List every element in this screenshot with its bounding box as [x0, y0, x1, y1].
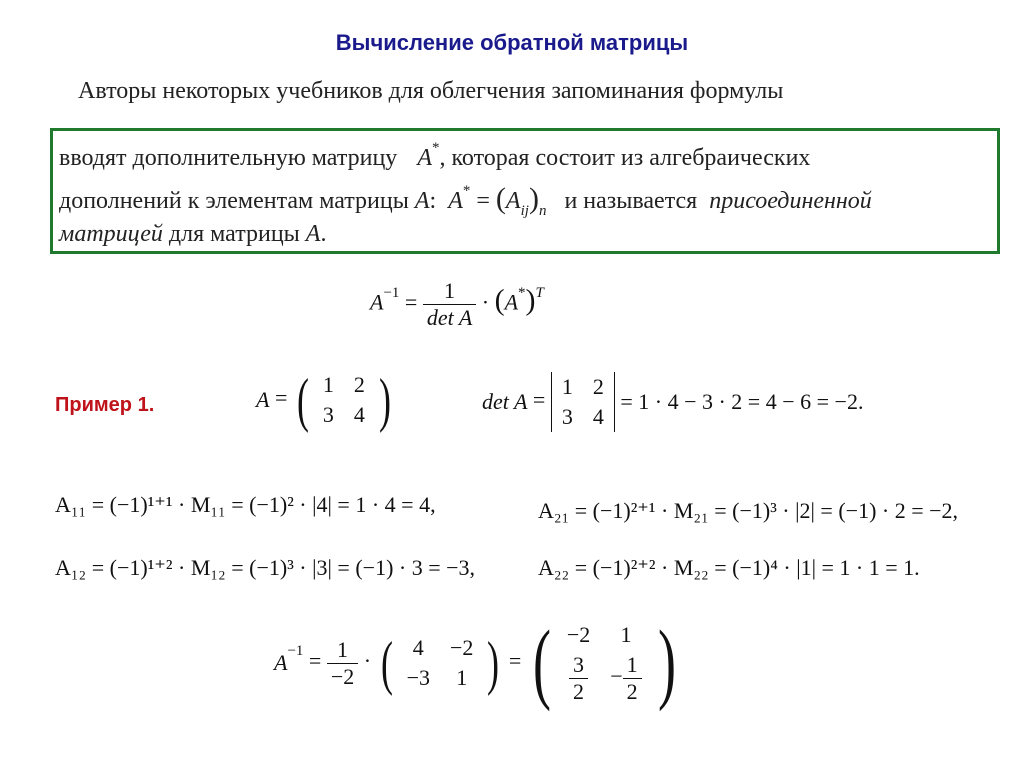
inverse-formula: $A^{-1}$ = $\frac{1}{\text{det A}}$ · $(A^*)^T$ — [370, 278, 544, 330]
cofactor-a11: A₁₁ = (−1)¹⁺¹ · M₁₁ = (−1)² · |4| = 1 · 4 = 4, — [55, 492, 436, 517]
definition-box — [50, 128, 1000, 254]
det-a: det A = 1 2 3 4 = 1 · 4 − 3 · 2 = 4 − 6 = −2. — [482, 372, 863, 432]
box-text-2c: присоединенной — [709, 188, 872, 214]
det-result: = 1 · 4 − 3 · 2 = 4 − 6 = −2. — [620, 389, 864, 414]
box-text-3a: матрицей — [59, 221, 163, 247]
example-label: Пример 1. — [55, 394, 155, 416]
cofactor-a22: A₂₂ = (−1)²⁺² · M₂₂ = (−1)⁴ · |1| = 1 · 1 = 1. — [538, 555, 920, 580]
box-text-1a: вводят дополнительную матрицу — [59, 145, 398, 171]
inverse-result: $A^{-1}$ = $\frac{1}{-2}$ · ( 4 −2 −3 1 ) = ( −2 1 $\frac{3}{2}$ − $\frac{1}{2}$ ) — [274, 613, 676, 712]
box-line-3: матрицей для матрицы A. — [59, 221, 327, 247]
box-text-2b: и называется — [564, 188, 698, 214]
matrix-a: A = ( 1 2 3 4 ) — [256, 367, 391, 433]
intro-text: Авторы некоторых учебников для облегчения запоминания формулы — [78, 78, 784, 104]
box-line-1: вводят дополнительную матрицу A*, которая состоит из алгебраических — [59, 140, 811, 171]
page-title: Вычисление обратной матрицы — [335, 30, 689, 55]
cofactor-a21: A₂₁ = (−1)²⁺¹ · M₂₁ = (−1)³ · |2| = (−1) · 2 = −2, — [538, 498, 959, 523]
box-text-2a: дополнений к элементам матрицы — [59, 188, 409, 214]
box-text-1b: , которая состоит из алгебраических — [439, 145, 811, 171]
box-line-2: дополнений к элементам матрицы A: $A^* = (A_{ij})_n$ и называется присоединенной — [59, 182, 872, 219]
cofactor-a12: A₁₂ = (−1)¹⁺² · M₁₂ = (−1)³ · |3| = (−1) · 3 = −3, — [55, 555, 476, 580]
box-text-3b: для матрицы — [168, 221, 300, 247]
